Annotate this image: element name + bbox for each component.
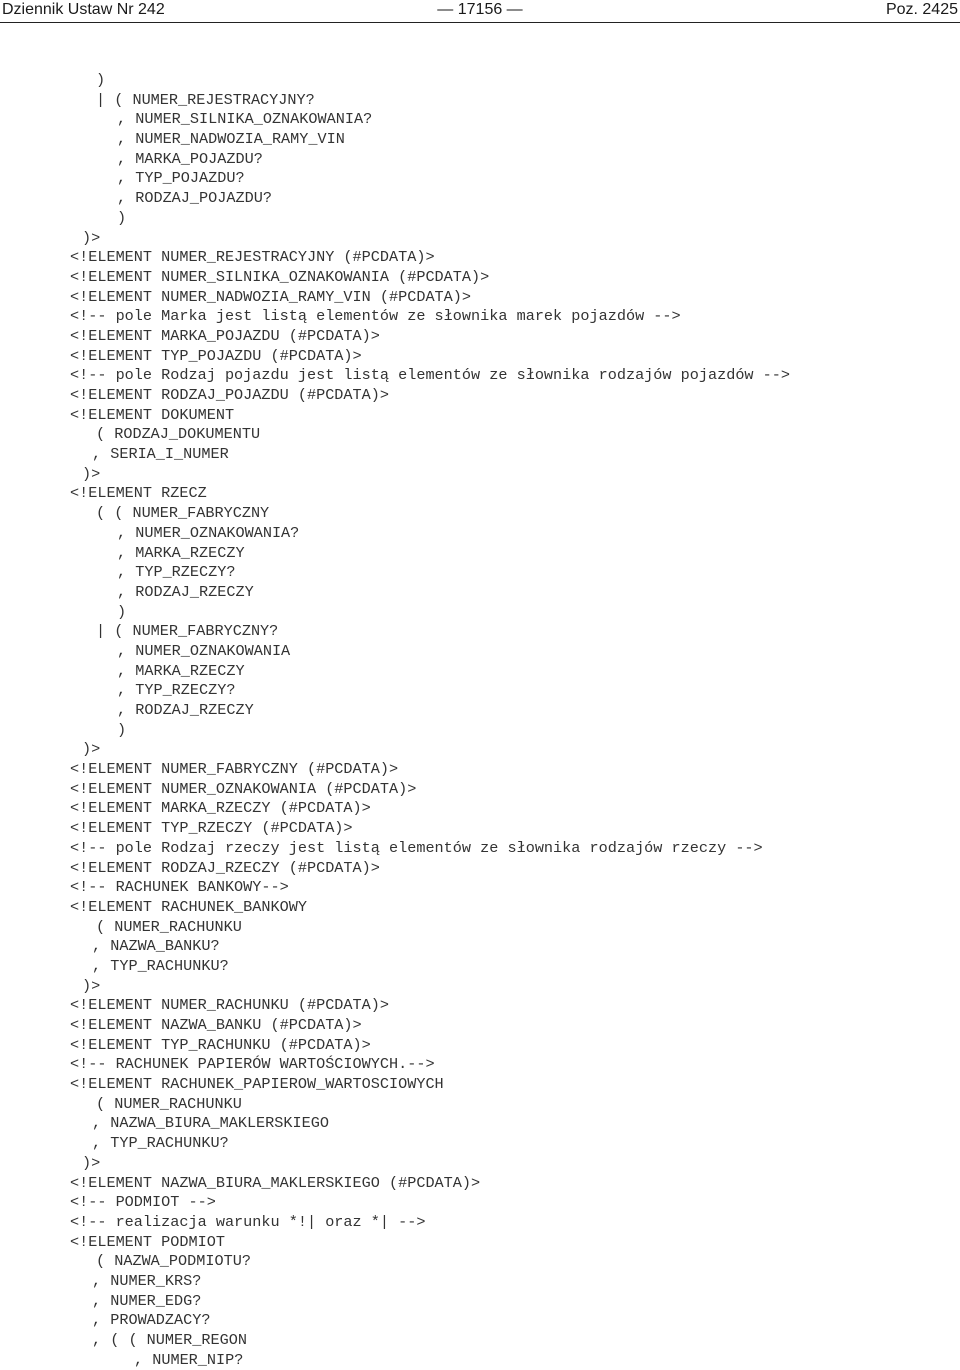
code-line: ( NAZWA_PODMIOTU? — [96, 1252, 251, 1271]
dtd-code-listing — [0, 71, 960, 1370]
code-line: <!ELEMENT NUMER_OZNAKOWANIA (#PCDATA)> — [70, 779, 417, 798]
code-line: | ( NUMER_FABRYCZNY? — [96, 622, 279, 641]
code-line: <!-- pole Marka jest listą elementów ze słownika marek pojazdów --> — [70, 307, 681, 326]
code-line: <!ELEMENT NUMER_NADWOZIA_RAMY_VIN (#PCDATA)> — [70, 287, 472, 306]
code-line: )> — [82, 464, 101, 483]
code-line: <!-- pole Rodzaj rzeczy jest listą elementów ze słownika rodzajów rzeczy --> — [70, 838, 763, 857]
code-line: ) — [117, 602, 127, 621]
code-line: <!-- pole Rodzaj pojazdu jest listą elementów ze słownika rodzajów pojazdów --> — [70, 366, 791, 385]
code-line: )> — [82, 1153, 101, 1172]
code-line: <!ELEMENT TYP_RZECZY (#PCDATA)> — [70, 819, 353, 838]
code-line: <!ELEMENT NAZWA_BANKU (#PCDATA)> — [70, 1016, 362, 1034]
code-line: , ( ( NUMER_REGON — [92, 1331, 247, 1349]
code-line: <!-- PODMIOT --> — [70, 1193, 216, 1212]
code-line: , RODZAJ_RZECZY — [117, 582, 254, 601]
code-line: , SERIA_I_NUMER — [92, 445, 229, 464]
code-line: ) — [96, 71, 106, 89]
code-line: ( NUMER_RACHUNKU — [96, 1094, 242, 1113]
code-line: <!ELEMENT PODMIOT — [70, 1232, 225, 1251]
code-line: , NAZWA_BIURA_MAKLERSKIEGO — [92, 1114, 329, 1133]
code-line: , NUMER_NADWOZIA_RAMY_VIN — [117, 130, 345, 149]
code-line: <!ELEMENT TYP_POJAZDU (#PCDATA)> — [70, 346, 362, 365]
journal-title: Dziennik Ustaw Nr 242 — [2, 1, 165, 18]
code-line: <!ELEMENT RACHUNEK_PAPIEROW_WARTOSCIOWYCH — [70, 1075, 444, 1094]
code-line: <!ELEMENT NUMER_FABRYCZNY (#PCDATA)> — [70, 760, 399, 779]
code-line: )> — [82, 740, 101, 759]
code-line: <!ELEMENT MARKA_POJAZDU (#PCDATA)> — [70, 326, 380, 345]
code-line: <!ELEMENT TYP_RACHUNKU (#PCDATA)> — [70, 1035, 371, 1054]
code-line: <!ELEMENT MARKA_RZECZY (#PCDATA)> — [70, 799, 371, 818]
code-line: <!-- RACHUNEK BANKOWY--> — [70, 878, 289, 897]
code-line: , NUMER_NIP? — [134, 1350, 244, 1369]
code-line: , NUMER_SILNIKA_OZNAKOWANIA? — [117, 110, 373, 129]
code-line: , NAZWA_BANKU? — [92, 937, 220, 956]
page-header — [0, 0, 960, 23]
code-line: , NUMER_OZNAKOWANIA? — [117, 523, 300, 542]
code-line: <!ELEMENT DOKUMENT — [70, 405, 235, 424]
code-line: ) — [117, 208, 127, 227]
code-line: <!-- realizacja warunku *!| oraz *| --> — [70, 1212, 426, 1231]
code-line: ( ( NUMER_FABRYCZNY — [96, 504, 270, 523]
code-line: , TYP_RACHUNKU? — [92, 956, 229, 975]
code-line: , NUMER_KRS? — [92, 1271, 202, 1290]
code-line: , MARKA_RZECZY — [117, 661, 245, 680]
code-line: , TYP_RZECZY? — [117, 681, 236, 700]
code-line: )> — [82, 976, 101, 995]
page-number: — 17156 — — [437, 1, 523, 18]
code-line: <!ELEMENT NUMER_SILNIKA_OZNAKOWANIA (#PCDATA)> — [70, 267, 490, 286]
code-line: ( NUMER_RACHUNKU — [96, 917, 242, 936]
code-line: <!ELEMENT NAZWA_BIURA_MAKLERSKIEGO (#PCDATA)> — [70, 1173, 481, 1192]
code-line: )> — [82, 228, 101, 247]
code-line: , TYP_RACHUNKU? — [92, 1134, 229, 1153]
code-line: , MARKA_RZECZY — [117, 543, 245, 562]
code-line: <!ELEMENT NUMER_RACHUNKU (#PCDATA)> — [70, 996, 389, 1015]
code-line: <!ELEMENT NUMER_REJESTRACYJNY (#PCDATA)> — [70, 248, 435, 267]
code-line: , TYP_POJAZDU? — [117, 169, 245, 188]
code-line: , PROWADZACY? — [92, 1311, 211, 1330]
position-number: Poz. 2425 — [885, 1, 958, 18]
code-line: , TYP_RZECZY? — [117, 563, 236, 582]
code-line: , MARKA_POJAZDU? — [117, 149, 263, 168]
code-line: ( RODZAJ_DOKUMENTU — [96, 425, 261, 444]
code-line: , NUMER_EDG? — [92, 1291, 202, 1310]
code-line: , NUMER_OZNAKOWANIA — [117, 641, 291, 660]
code-line: <!ELEMENT RACHUNEK_BANKOWY — [70, 897, 307, 916]
code-line: <!ELEMENT RODZAJ_RZECZY (#PCDATA)> — [70, 858, 380, 877]
code-line: <!ELEMENT RZECZ — [70, 484, 207, 503]
code-line: | ( NUMER_REJESTRACYJNY? — [96, 90, 315, 109]
code-line: ) — [117, 720, 127, 739]
code-line: <!-- RACHUNEK PAPIERÓW WARTOŚCIOWYCH.--> — [70, 1055, 435, 1074]
code-line: <!ELEMENT RODZAJ_POJAZDU (#PCDATA)> — [70, 386, 389, 404]
code-line: , RODZAJ_RZECZY — [117, 701, 254, 719]
code-line: , RODZAJ_POJAZDU? — [117, 189, 272, 208]
